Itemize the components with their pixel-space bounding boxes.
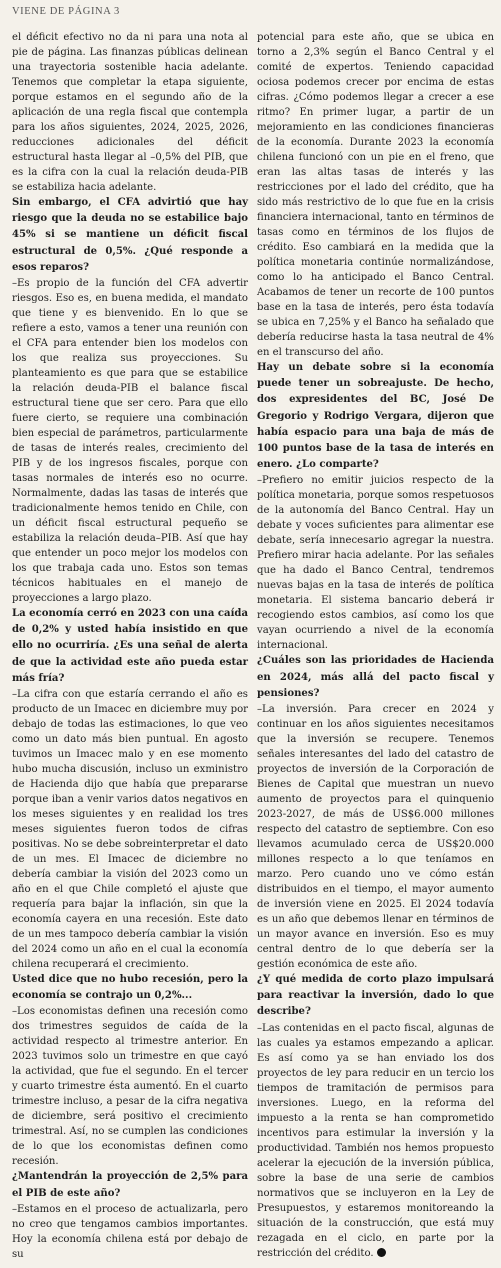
- left-column: [12, 30, 248, 1262]
- right-column: [257, 30, 494, 1261]
- question-paragraph: ¿Y qué medida de corto plazo impulsará para reactivar la inversión, dado lo que describe?: [257, 974, 494, 1018]
- question-paragraph: Sin embargo, el CFA advirtió que hay riesgo que la deuda no se estabilice bajo 45% si se mantiene un déficit fiscal estructural de 0,5%. ¿Qué responde a esos reparos?: [12, 197, 248, 273]
- answer-paragraph: [257, 1021, 494, 1261]
- answer-paragraph: –Los economistas definen una recesión como dos trimestres seguidos de caída de la actividad respecto al trimestre anterior. En 2023 tuvimos solo un trimestre en que cayó la actividad, que fue el segundo. En el tercer y cuarto trimestre ésta aumentó. En el cuarto trimestre incluso, a pesar de la cifra negativa de diciembre, será positivo el crecimiento trimestral. Así, no se cumplen las condiciones de lo que los economistas definen como recesión.: [12, 1006, 248, 1168]
- answer-paragraph: –La cifra con que estaría cerrando el año es producto de un Imacec en diciembre muy por debajo de todas las estimaciones, lo que veo como un dato más bien puntual. En agosto tuvimos un Imacec malo y en ese momento hubo mucha discusión, incluso un exministro de Hacienda dijo que había que prepararse porque iban a venir varios datos negativos en los meses siguientes y en realidad los tres meses siguientes fueron todos de cifras positivas. No se debe sobreinterpretar el dato de un mes. El Imacec de diciembre no debería cambiar la visión del 2023 como un año en el que Chile completó el ajuste que requería para bajar la inflación, sin que la economía cayera en una recesión. Este dato de un mes tampoco debería cambiar la visión del 2024 como un año en el cual la economía chilena recuperará el crecimiento.: [12, 689, 248, 971]
- question-paragraph: ¿Cuáles son las prioridades de Hacienda en 2024, más allá del pacto fiscal y pensiones?: [257, 655, 494, 699]
- question-paragraph: La economía cerró en 2023 con una caída de 0,2% y usted había insistido en que ello no ocurriría. ¿Es una señal de alerta de que la actividad este año pueda estar más fría?: [12, 608, 249, 684]
- question-paragraph: ¿Mantendrán la proyección de 2,5% para el PIB de este año?: [12, 1171, 248, 1199]
- final-answer-text: –Las contenidas en el pacto fiscal, algunas de las cuales ya estamos empezando a aplicar. Es así como ya se han enviado los dos proyectos de ley para reducir en un tercio los tiempos de tramitación de permisos para inversiones. Luego, en la reforma del impuesto a la renta se han comprometido incentivos para estimular la inversión y la productividad. También nos hemos propuesto acelerar la ejecución de la inversión pública, sobre la base de una serie de cambios normativos que se incluyeron en la Ley de Presupuestos, y estaremos monitoreando la situación de la construcción, que está muy rezagada en el ciclo, en parte por la restricción del crédito.: [257, 1022, 494, 1259]
- answer-paragraph: –Es propio de la función del CFA advertir riesgos. Eso es, en buena medida, el mandato que tiene y es bienvenido. En lo que se refiere a esto, vamos a tener una reunión con el CFA para entender bien los modelos con los que realiza sus proyecciones. Su planteamiento es que para que se estabilice la relación deuda-PIB el balance fiscal estructural tiene que ser cero. Para que ello fuere cierto, se requiere una combinación bien especial de parámetros, particularmente de tasas de interés reales, crecimiento del PIB y de los ingresos fiscales, porque con tasas normales de interés eso no ocurre. Normalmente, dadas las tasas de interés que tradicionalmente hemos tenido en Chile, con un déficit fiscal estructural pequeño se estabiliza la relación deuda–PIB. Así que hay que entender un poco mejor los modelos con los que trabaja cada uno. Estos son temas técnicos habituales en el manejo de proyecciones a largo plazo.: [12, 278, 248, 605]
- answer-paragraph: potencial para este año, que se ubica en torno a 2,3% según el Banco Central y el comité de expertos. Teniendo capacidad ociosa podemos crecer por encima de estas cifras. ¿Cómo podemos llegar a crecer a ese ritmo? En primer lugar, a partir de un mejoramiento en las condiciones financieras de la economía. Durante 2023 la economía chilena funcionó con un pie en el freno, que eran las altas tasas de interés y las restricciones por el lado del crédito, que ha sido más restrictivo de lo que fue en la crisis financiera internacional, tanto en términos de tasas como en términos de los flujos de crédito. Eso cambiará en la medida que la política monetaria continúe normalizándose, como lo ha anticipado el Banco Central. Acabamos de tener un recorte de 100 puntos base en la tasa de interés, pero ésta todavía se ubica en 7,25% y el Banco ha señalado que debería reducirse hasta la tasa neutral de 4% en el transcurso del año.: [257, 32, 494, 358]
- end-of-article-icon: [377, 1248, 386, 1257]
- question-paragraph: Usted dice que no hubo recesión, pero la economía se contrajo un 0,2%...: [12, 974, 248, 1002]
- answer-paragraph: –La inversión. Para crecer en 2024 y continuar en los años siguientes necesitamos que la inversión se recupere. Tenemos señales interesantes del lado del catastro de proyectos de inversión de la Corporación de Bienes de Capital que muestran un nuevo aumento de proyectos para el quinquenio 2023-2027, de más de US$6.000 millones respecto del catastro de septiembre. Con eso llevamos acumulado cerca de US$20.000 millones respecto a lo que teníamos en marzo. Pero cuando uno ve cómo están distribuidos en el tiempo, el mayor aumento de inversión viene en 2025. El 2024 todavía es un año que debemos llenar en términos de un mayor avance en inversión. Eso es muy central dentro de lo que debería ser la gestión económica de este año.: [257, 704, 494, 971]
- answer-paragraph: –Estamos en el proceso de actualizarla, pero no creo que tengamos cambios importantes. Hoy la economía chilena está por debajo de su: [12, 1203, 248, 1260]
- answer-paragraph: el déficit efectivo no da ni para una nota al pie de página. Las finanzas públicas delinean una trayectoria sostenible hacia adelante. Tenemos que completar la etapa siguiente, porque estamos en el segundo año de la aplicación de una regla fiscal que contempla para los años siguientes, 2024, 2025, 2026, reducciones adicionales del déficit estructural hasta llegar al –0,5% del PIB, que es la cifra con la cual la relación deuda-PIB se estabiliza hacia adelante.: [12, 32, 248, 193]
- question-paragraph: Hay un debate sobre si la economía puede tener un sobreajuste. De hecho, dos expresidentes del BC, José De Gregorio y Rodrigo Vergara, dijeron que había espacio para una baja de más de 100 puntos base de la tasa de interés en enero. ¿Lo comparte?: [257, 362, 494, 471]
- page-header: VIENE DE PÁGINA 3: [12, 6, 120, 17]
- answer-paragraph: –Prefiero no emitir juicios respecto de la política monetaria, porque somos respetuosos de la autonomía del Banco Central. Hay un debate y voces suficientes para alimentar ese debate, sería innecesario agregar la nuestra. Prefiero mirar hacia adelante. Por las señales que ha dado el Banco Central, tendremos nuevas bajas en la tasa de interés de política monetaria. El sistema bancario deberá ir recogiendo estos cambios, así como los que vayan ocurriendo a nivel de la economía internacional.: [257, 475, 494, 652]
